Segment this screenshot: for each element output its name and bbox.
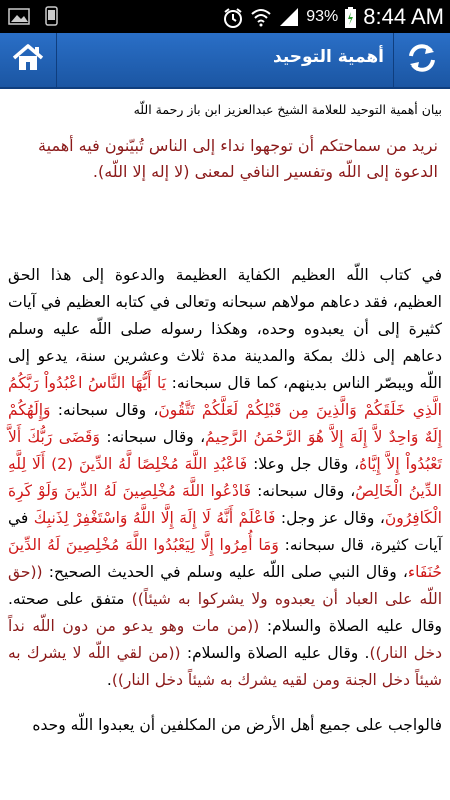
image-icon bbox=[8, 6, 30, 26]
home-icon bbox=[11, 43, 45, 77]
paragraph-text: . bbox=[106, 671, 112, 689]
paragraph-text: ، وقال سبحانه: bbox=[251, 482, 356, 500]
paragraph-text: ، وقال عز وجل: bbox=[275, 509, 385, 527]
paragraph-text: ، وقال سبحانه: bbox=[50, 401, 159, 419]
article-subtitle: بيان أهمية التوحيد للعلامة الشيخ عبدالعزيز ابن باز رحمة اللّه bbox=[133, 102, 442, 117]
footnote-reference: (2) bbox=[45, 455, 79, 473]
quran-verse: يَا أَيُّهَا النَّاسُ اعْبُدُواْ رَبَّكُمُ الَّذِي خَلَقَكُمْ وَالَّذِينَ مِن قَبْلِكُمْ لَعَلَّكُمْ تَتَّقُونَ bbox=[8, 374, 442, 419]
signal-icon bbox=[278, 7, 300, 27]
quran-verse: فَادْعُوا اللَّهَ مُخْلِصِينَ لَهُ الدِّينَ وَلَوْ كَرِهَ الْكَافِرُونَ bbox=[8, 482, 442, 527]
quran-verse: وَقَضَى رَبُّكَ أَلاَّ تَعْبُدُواْ إِلاَّ إِيَّاهُ bbox=[8, 428, 442, 473]
paragraph-text: . وقال عليه الصلاة والسلام: bbox=[180, 644, 370, 662]
app-bar bbox=[0, 33, 450, 89]
paragraph-text: في آيات كثيرة، قال سبحانه: bbox=[8, 509, 443, 554]
article-paragraph bbox=[8, 262, 442, 694]
article-content[interactable] bbox=[0, 89, 450, 800]
clock: 8:44 AM bbox=[363, 4, 444, 29]
wifi-icon bbox=[250, 7, 272, 27]
hadith-text: ((من لقي اللّه لا يشرك به شيئاً دخل الجنة ومن لقيه يشرك به شيئاً دخل النار)) bbox=[8, 644, 442, 689]
alarm-icon bbox=[222, 7, 244, 27]
quran-verse: أَلَا لِلَّهِ الدِّينُ الْخَالِصُ bbox=[8, 455, 442, 500]
quran-verse: فَاعْبُدِ اللَّهَ مُخْلِصًا لَّهُ الدِّينَ bbox=[79, 455, 248, 473]
paragraph-text: متفق على صحته. وقال عليه الصلاة والسلام: bbox=[8, 590, 443, 635]
hadith-text: ((من مات وهو يدعو من دون اللّه نداً دخل النار)) bbox=[8, 617, 442, 662]
paragraph-text: ، وقال النبي صلى اللّه عليه وسلم في الحديث الصحيح: bbox=[42, 563, 408, 581]
refresh-icon bbox=[405, 41, 439, 79]
article-paragraph: فالواجب على جميع أهل الأرض من المكلفين أن يعبدوا اللّه وحده bbox=[32, 716, 442, 734]
status-bar bbox=[0, 0, 450, 33]
paragraph-text: في كتاب اللّه العظيم الكفاية العظيمة والدعوة إلى هذا الحق العظيم، فقد دعاهم مولاهم سبحانه وتعالى في كتابه العظيم في آيات كثيرة إلى أن يعبدوه وحده، وهكذا رسوله صلى اللّه عليه وسلم دعاهم إلى ذلك بمكة والمدينة مدة ثلاث وعشرين سنة، يدعو إلى اللّه ويبصّر الناس بدينهم، كما قال سبحانه: bbox=[8, 266, 442, 392]
quran-verse: وَمَا أُمِرُوا إِلَّا لِيَعْبُدُوا اللَّهَ مُخْلِصِينَ لَهُ الدِّينَ حُنَفَاء bbox=[8, 536, 442, 581]
battery-percent: 93% bbox=[306, 8, 339, 25]
question-text: نريد من سماحتكم أن توجهوا نداء إلى الناس تُبيّنون فيه أهمية الدعوة إلى اللّه وتفسير النافي لمعنى (لا إله إلا اللّه). bbox=[38, 136, 438, 181]
paragraph-text: ، وقال جل وعلا: bbox=[247, 455, 360, 473]
quran-verse: وَإِلَهُكُمْ إِلَهٌ وَاحِدٌ لاَّ إِلَهَ إِلاَّ هُوَ الرَّحْمَنُ الرَّحِيمُ bbox=[8, 401, 442, 446]
notification-icons bbox=[8, 6, 62, 26]
paragraph-text: ، وقال سبحانه: bbox=[99, 428, 206, 446]
home-button[interactable] bbox=[0, 33, 57, 87]
hadith-text: ((حق اللّه على العباد أن يعبدوه ولا يشركوا به شيئاً)) bbox=[8, 563, 442, 608]
quran-verse: فَاعْلَمْ أَنَّهُ لَا إِلَهَ إِلَّا اللَّهُ وَاسْتَغْفِرْ لِذَنبِكَ bbox=[33, 509, 276, 527]
system-status bbox=[222, 4, 444, 30]
phone-icon bbox=[40, 6, 62, 26]
refresh-button[interactable] bbox=[393, 33, 450, 87]
battery-icon bbox=[344, 7, 357, 27]
page-title: أهمية التوحيد bbox=[273, 47, 384, 67]
